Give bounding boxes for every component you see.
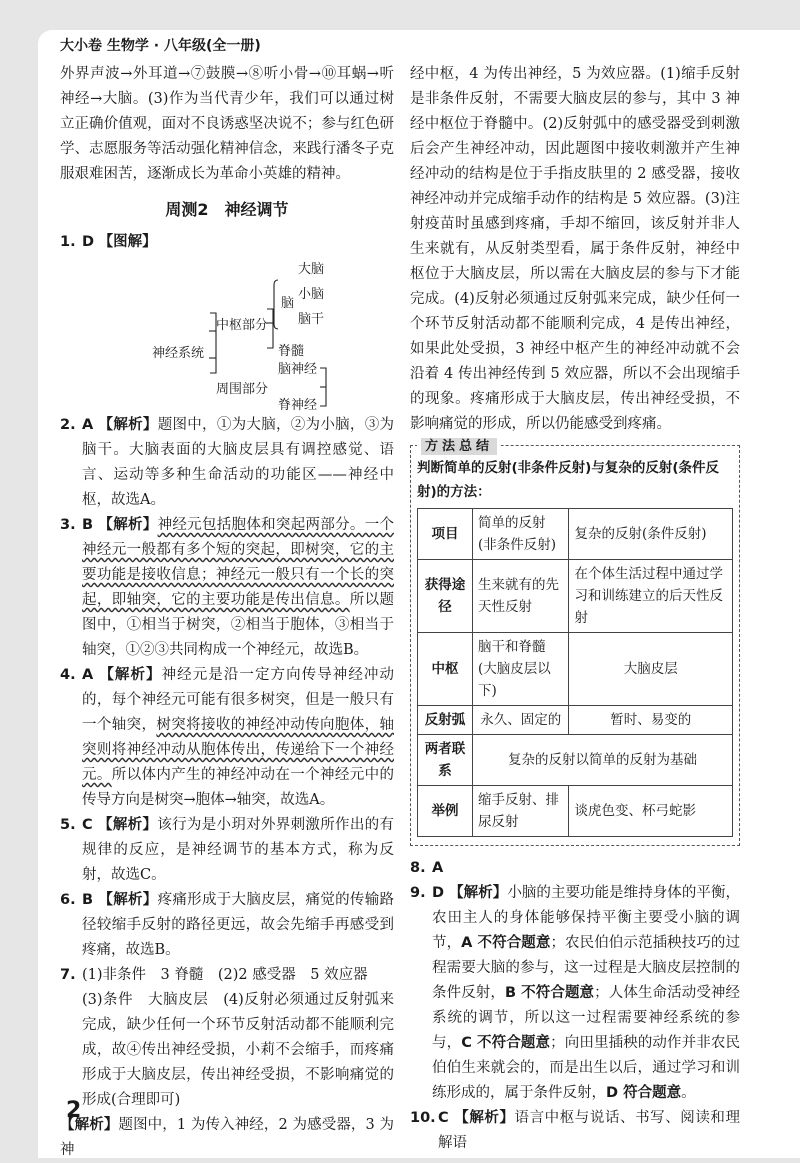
table-header: 项目 [418, 509, 473, 560]
right-column [410, 62, 740, 1156]
node-spinal-cord: 脊髓 [278, 344, 305, 359]
left-column [60, 62, 394, 1163]
question-number: 1. [60, 234, 76, 250]
question-number: 4. [60, 667, 76, 683]
analysis-text: 。 [681, 1085, 696, 1101]
question-number: 8. [410, 860, 426, 876]
question-7-analysis [60, 1113, 394, 1163]
question-4 [60, 663, 394, 813]
answer-head: B 【解析】 [82, 517, 158, 533]
table-cell: 复杂的反射以简单的反射为基础 [473, 735, 733, 786]
table-row [418, 786, 733, 837]
answer-head: B 【解析】 [82, 892, 158, 908]
diagram-tag: 【图解】 [98, 234, 157, 250]
option-verdict: B 不符合题意 [504, 985, 595, 1001]
table-cell: 在个体生活过程中通过学习和训练建立的后天性反射 [569, 560, 733, 633]
table-cell: 大脑皮层 [569, 633, 733, 706]
question-2 [60, 413, 394, 513]
underlined-text: 树突将接收的神经冲动传向胞体，轴突则将神经冲动从胞体传出，传递给下一个神经元。 [82, 717, 394, 783]
analysis-text: 神经元是沿一定方向传导神经冲动的，每个神经元可能有很多树突，但是一般只有一个轴突， [82, 667, 394, 733]
table-header: 复杂的反射(条件反射) [569, 509, 733, 560]
question-9 [410, 881, 740, 1106]
analysis-text: 疼痛形成于大脑皮层，痛觉的传输路径较缩手反射的路径更远，故会先缩手再感受到疼痛，故选B。 [82, 892, 394, 958]
analysis-text: 所以题图中，①相当于树突，②相当于胞体，③相当于轴突，①②③共同构成一个神经元，故选B。 [82, 592, 394, 658]
analysis-text: ；向田里插秧的动作并非农民伯伯生来就会的，而是出生以后，通过学习和训练形成的，属于条件反射， [432, 1035, 741, 1101]
question-7-analysis-continued: 经中枢，4 为传出神经，5 为效应器。(1)缩手反射是非条件反射，不需要大脑皮层的参与，其中 3 神经中枢位于脊髓中。(2)反射弧中的感受器受到刺激后会产生神经冲动，因此题图中接收刺激并产生神经冲动的结构是位于手指皮肤里的 2 感受器，接收神经冲动并完成缩手动作的结构是 5 效应器。(3)注射疫苗时虽感到疼痛，手却不缩回，该反射并非人生来就有，从反射类型看，属于条件反射，神经中枢位于大脑皮层，所以需在大脑皮层的参与下才能完成。(4)反射必须通过反射弧来完成，缺少任何一个环节反射活动都不能顺利完成，4 是传出神经，如果此处受损，3 神经中枢产生的神经冲动就不会沿着 4 传出神经传到 5 效应器，所以不会出现缩手的现象。疼痛形成于大脑皮层，传出神经受损，不影响痛觉的形成，所以仍能感受到疼痛。 [410, 66, 740, 432]
table-row [418, 735, 733, 786]
node-central: 中枢部分 [216, 318, 269, 333]
method-title [417, 434, 501, 459]
answer-head: A 【解析】 [82, 417, 158, 433]
table-row [418, 560, 733, 633]
method-summary-box [410, 439, 740, 846]
table-cell: 中枢 [418, 633, 473, 706]
analysis-text: 语言中枢与说话、书写、阅读和理解语 [438, 1110, 740, 1151]
table-cell: 生来就有的先天性反射 [473, 560, 569, 633]
table-cell: 谈虎色变、杯弓蛇影 [569, 786, 733, 837]
table-row [418, 633, 733, 706]
question-1 [60, 230, 394, 255]
question-number: 2. [60, 417, 76, 433]
reflex-comparison-table [417, 508, 733, 837]
table-cell: 缩手反射、排尿反射 [473, 786, 569, 837]
answer: A [432, 860, 444, 876]
analysis-text: ；人体生命活动受神经系统的调节，所以这一过程需要神经系统的参与， [432, 985, 741, 1051]
option-verdict: C 不符合题意 [461, 1035, 551, 1051]
answer-head: C 【解析】 [82, 817, 158, 833]
analysis-text: 该行为是小玥对外界刺激所作出的有规律的反应，是神经调节的基本方式，称为反射，故选C。 [82, 817, 394, 883]
analysis-head: 【解析】 [60, 1117, 119, 1133]
node-brain: 脑 [281, 296, 295, 311]
answer-head: A 【解析】 [82, 667, 162, 683]
analysis-text: ；农民伯伯示范插秧技巧的过程需要大脑的参与，这一过程是大脑皮层控制的条件反射， [432, 935, 740, 1001]
method-intro: 判断简单的反射(非条件反射)与复杂的反射(条件反射)的方法： [417, 460, 720, 500]
intro-paragraph: 外界声波→外耳道→⑦鼓膜→⑧听小骨→⑩耳蜗→听神经→大脑。(3)作为当代青少年，我们可以通过树立正确价值观，面对不良诱惑坚决说不；参与红色研学、志愿服务等活动强化精神信念，来践行潘冬子克服艰难困苦，逐渐成长为革命小英雄的精神。 [60, 66, 394, 182]
table-cell: 反射弧 [418, 706, 473, 735]
table-cell: 获得途径 [418, 560, 473, 633]
node-cranial-nerves: 脑神经 [278, 362, 318, 377]
node-peripheral: 周围部分 [216, 382, 269, 397]
analysis-text: 所以体内产生的神经冲动在一个神经元中的传导方向是树突→胞体→轴突，故选A。 [82, 767, 394, 808]
question-5 [60, 813, 394, 888]
answer-line-2: (3)条件 大脑皮层 (4)反射必须通过反射弧来完成，缺少任何一个环节反射活动都不能顺利完成，故④传出神经受损，小莉不会缩手，而疼痛形成于大脑皮层，传出神经受损，不影响痛觉的形成(合理即可) [82, 992, 394, 1108]
table-cell: 两者联系 [418, 735, 473, 786]
table-cell: 永久、固定的 [473, 706, 569, 735]
question-number: 10. [410, 1110, 436, 1126]
running-header: 大小卷 生物学 · 八年级(全一册) [60, 38, 261, 54]
question-number: 3. [60, 517, 76, 533]
answer-head: C 【解析】 [438, 1110, 515, 1126]
table-cell: 脑干和脊髓(大脑皮层以下) [473, 633, 569, 706]
option-verdict: A 不符合题意 [461, 935, 551, 951]
method-title-text: 方法总结 [421, 438, 497, 455]
page-number: 2 [66, 1098, 82, 1123]
option-verdict: D 符合题意 [606, 1085, 682, 1101]
table-cell: 举例 [418, 786, 473, 837]
nervous-system-diagram [60, 255, 394, 413]
question-number: 9. [410, 885, 426, 901]
question-8 [410, 856, 740, 881]
node-cerebellum: 小脑 [298, 287, 325, 302]
analysis-text: 题图中，1 为传入神经，2 为感受器，3 为神 [60, 1117, 394, 1158]
question-number: 7. [60, 967, 76, 983]
question-number: 6. [60, 892, 76, 908]
section-title: 周测2 神经调节 [165, 200, 289, 219]
question-6 [60, 888, 394, 963]
analysis-text: 题图中，①为大脑，②为小脑，③为脑干。大脑表面的大脑皮层具有调控感觉、语言、运动等多种生命活动的功能区——神经中枢，故选A。 [82, 417, 394, 508]
answer-head: D 【解析】 [432, 885, 508, 901]
node-nervous-system: 神经系统 [152, 346, 205, 361]
node-spinal-nerves: 脊神经 [278, 398, 318, 413]
question-7 [60, 963, 394, 1113]
question-number: 5. [60, 817, 76, 833]
node-cerebrum: 大脑 [298, 262, 325, 277]
answer-line-1: (1)非条件 3 脊髓 (2)2 感受器 5 效应器 [82, 967, 368, 983]
table-cell: 暂时、易变的 [569, 706, 733, 735]
question-10 [410, 1106, 740, 1156]
answer: D [82, 234, 95, 250]
table-row [418, 509, 733, 560]
table-row [418, 706, 733, 735]
node-brainstem: 脑干 [298, 312, 325, 327]
question-3 [60, 513, 394, 663]
table-header: 简单的反射(非条件反射) [473, 509, 569, 560]
underlined-text: 神经元包括胞体和突起两部分。一个神经元一般都有多个短的突起，即树突，它的主要功能是接收信息；神经元一般只有一个长的突起，即轴突，它的主要功能是传出信息。 [82, 517, 394, 608]
analysis-text: 小脑的主要功能是维持身体的平衡，农田主人的身体能够保持平衡主要受小脑的调节， [432, 885, 740, 951]
